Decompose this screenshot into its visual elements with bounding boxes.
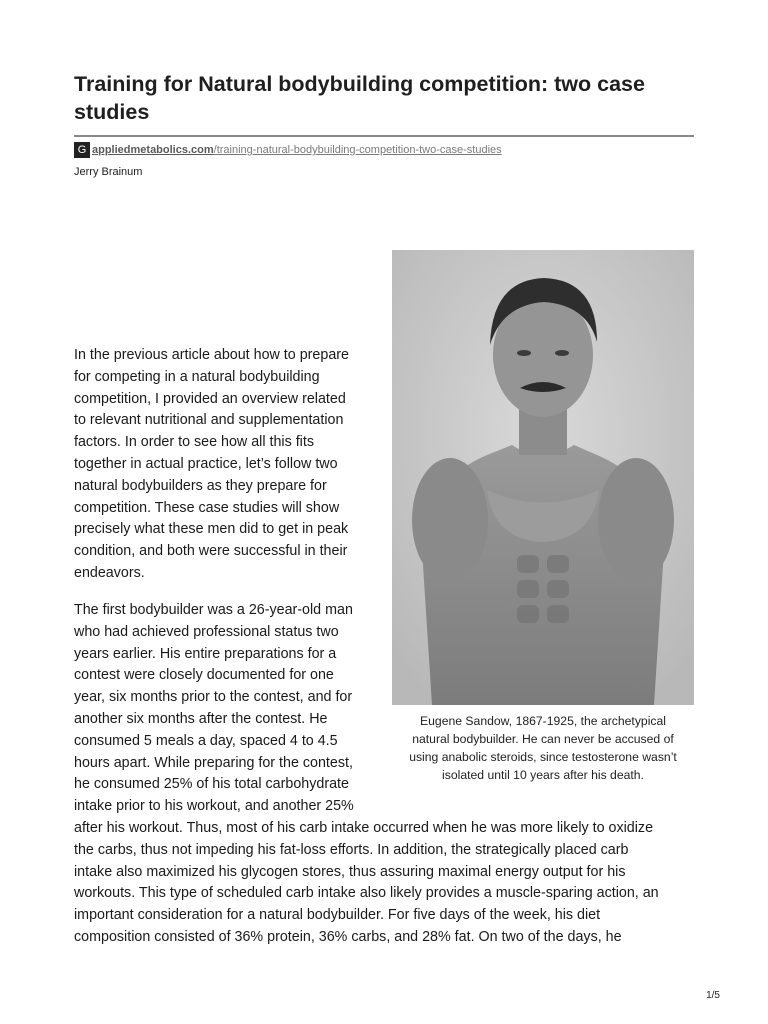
text-line: who had achieved professional status two — [74, 623, 339, 640]
paragraph-continued — [74, 818, 704, 949]
text-line: workouts. This type of scheduled carb intake also likely provides a muscle-sparing action, an — [74, 885, 659, 902]
text-line: factors. In order to see how all this fits — [74, 434, 314, 451]
source-path-link[interactable]: /training-natural-bodybuilding-competition-two-case-studies — [213, 144, 502, 156]
photo-caption — [392, 712, 694, 784]
text-line: the carbs, thus not impeding his fat-loss efforts. In addition, the strategically placed carb — [74, 841, 629, 858]
bodybuilder-photo-image — [392, 250, 694, 705]
page-number: 1/5 — [706, 990, 720, 1001]
text-line: to relevant nutritional and supplementation — [74, 412, 344, 429]
page-title: Training for Natural bodybuilding competition: two case studies — [74, 72, 645, 124]
text-line: consumed 5 meals a day, spaced 4 to 4.5 — [74, 732, 338, 749]
paragraph-intro — [74, 345, 374, 585]
source-g-icon: G — [74, 142, 90, 158]
text-line: precisely what these men did to get in peak — [74, 521, 349, 538]
text-line: intake prior to his workout, and another 25% — [74, 798, 354, 815]
sandow-photo — [392, 250, 694, 705]
text-line: hours apart. While preparing for the contest, — [74, 754, 353, 771]
text-line: competition. These case studies will show — [74, 499, 340, 516]
text-line: he consumed 25% of his total carbohydrate — [74, 776, 349, 793]
text-line: together in actual practice, let’s follow two — [74, 455, 338, 472]
text-line: condition, and both were successful in their — [74, 543, 348, 560]
text-line: after his workout. Thus, most of his carb intake occurred when he was more likely to oxidize — [74, 820, 654, 836]
title-divider — [74, 135, 694, 137]
text-line: endeavors. — [74, 564, 145, 581]
text-line: for competing in a natural bodybuilding — [74, 368, 320, 385]
paragraph-first-bodybuilder — [74, 600, 374, 818]
source-domain-link[interactable]: appliedmetabolics.com — [92, 144, 214, 156]
text-line: composition consisted of 36% protein, 36% carbs, and 28% fat. On two of the days, he — [74, 928, 622, 945]
text-line: The first bodybuilder was a 26-year-old man — [74, 602, 353, 618]
text-line: natural bodybuilders as they prepare for — [74, 477, 327, 494]
caption-line: using anabolic steroids, since testosterone wasn’t — [409, 750, 677, 764]
caption-line: isolated until 10 years after his death. — [442, 768, 644, 782]
text-line: In the previous article about how to prepare — [74, 347, 349, 363]
text-line: contest were closely documented for one — [74, 667, 334, 684]
text-line: competition, I provided an overview related — [74, 390, 346, 407]
caption-line: Eugene Sandow, 1867-1925, the archetypical — [420, 714, 666, 728]
text-line: important consideration for a natural bodybuilder. For five days of the week, his diet — [74, 907, 601, 924]
text-line: intake also maximized his glycogen stores, thus assuring maximal energy output for his — [74, 863, 626, 880]
source-line — [74, 142, 502, 158]
text-line: another six months after the contest. He — [74, 710, 328, 727]
author-name: Jerry Brainum — [74, 166, 143, 178]
text-line: year, six months prior to the contest, and for — [74, 689, 353, 706]
text-line: years earlier. His entire preparations for a — [74, 645, 337, 662]
caption-line: natural bodybuilder. He can never be accused of — [412, 732, 674, 746]
